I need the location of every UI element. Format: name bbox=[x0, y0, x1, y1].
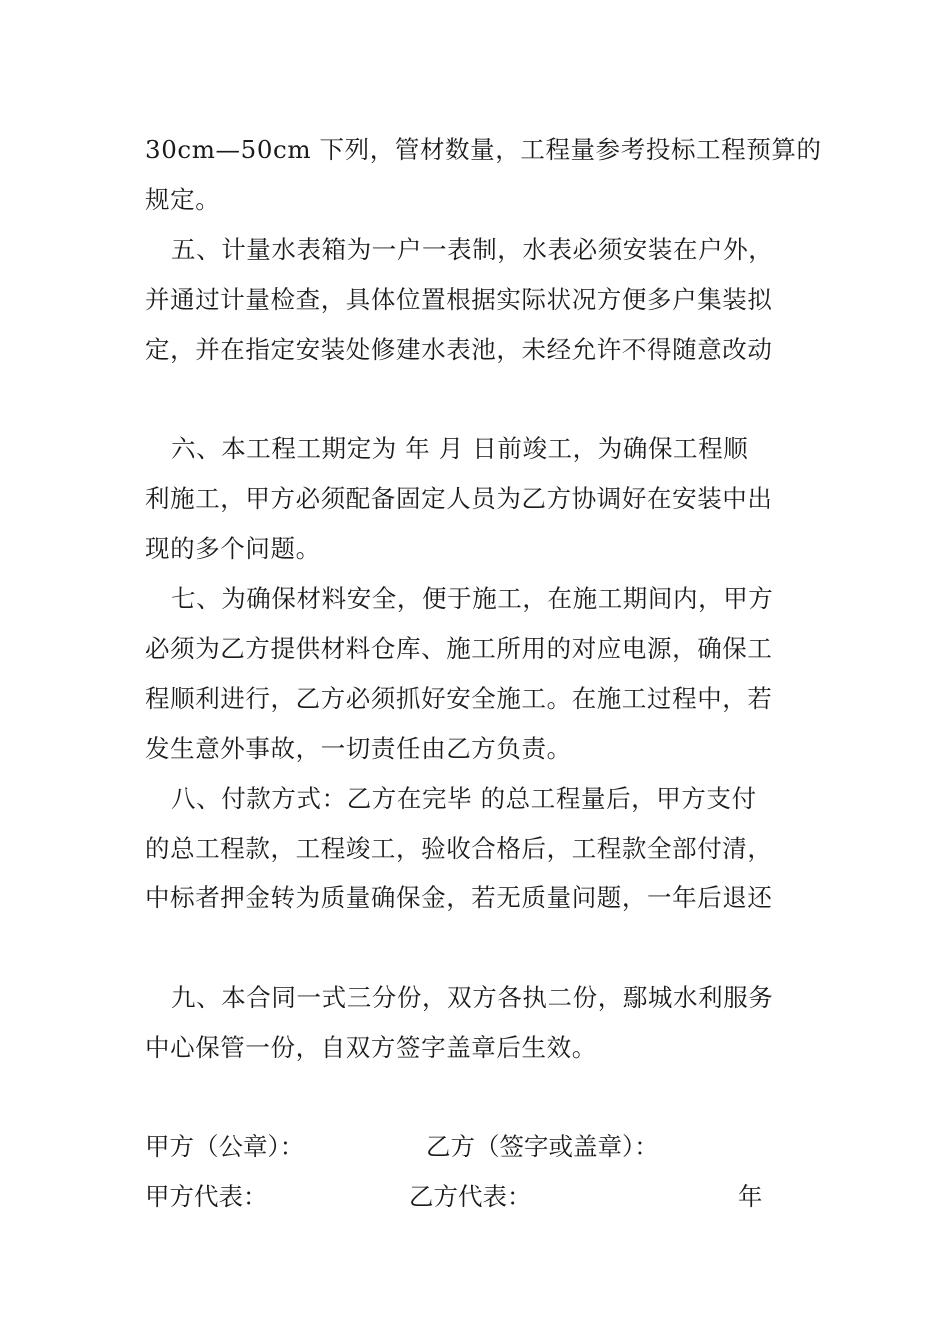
clause-8-line: 中标者押金转为质量确保金，若无质量问题，一年后退还 bbox=[145, 883, 773, 912]
clause-7-line: 七、为确保材料安全，便于施工，在施工期间内，甲方 bbox=[171, 584, 774, 613]
clause-7-line: 程顺利进行，乙方必须抓好安全施工。在施工过程中，若 bbox=[145, 684, 773, 713]
clause-9-line: 九、本合同一式三分份，双方各执二份，鄢城水利服务 bbox=[171, 983, 774, 1012]
paragraph-line: 30cm—50cm 下列，管材数量，工程量参考投标工程预算的 bbox=[145, 135, 822, 164]
party-a-rep-label: 甲方代表： bbox=[145, 1182, 268, 1211]
party-b-seal-label: 乙方（签字或盖章）： bbox=[426, 1132, 659, 1161]
clause-6-line: 利施工，甲方必须配备固定人员为乙方协调好在安装中出 bbox=[145, 484, 773, 513]
clause-8-line: 八、付款方式：乙方在完毕 的总工程量后，甲方支付 bbox=[171, 784, 757, 813]
year-label: 年 bbox=[738, 1182, 763, 1211]
clause-8-line: 的总工程款，工程竣工，验收合格后，工程款全部付清， bbox=[145, 834, 773, 863]
clause-6-line: 现的多个问题。 bbox=[145, 534, 321, 563]
clause-5-line: 五、计量水表箱为一户一表制，水表必须安装在户外， bbox=[171, 235, 774, 264]
party-b-rep-label: 乙方代表： bbox=[409, 1182, 532, 1211]
clause-5-line: 定，并在指定安装处修建水表池，未经允许不得随意改动 bbox=[145, 335, 773, 364]
clause-9-line: 中心保管一份，自双方签字盖章后生效。 bbox=[145, 1033, 597, 1062]
paragraph-line: 规定。 bbox=[145, 185, 221, 214]
clause-5-line: 并通过计量检查，具体位置根据实际状况方便多户集装拟 bbox=[145, 285, 773, 314]
party-a-seal-label: 甲方（公章）： bbox=[145, 1132, 305, 1161]
clause-7-line: 必须为乙方提供材料仓库、施工所用的对应电源，确保工 bbox=[145, 634, 773, 663]
clause-7-line: 发生意外事故，一切责任由乙方负责。 bbox=[145, 734, 572, 763]
clause-6-line: 六、本工程工期定为 年 月 日前竣工，为确保工程顺 bbox=[171, 434, 749, 463]
